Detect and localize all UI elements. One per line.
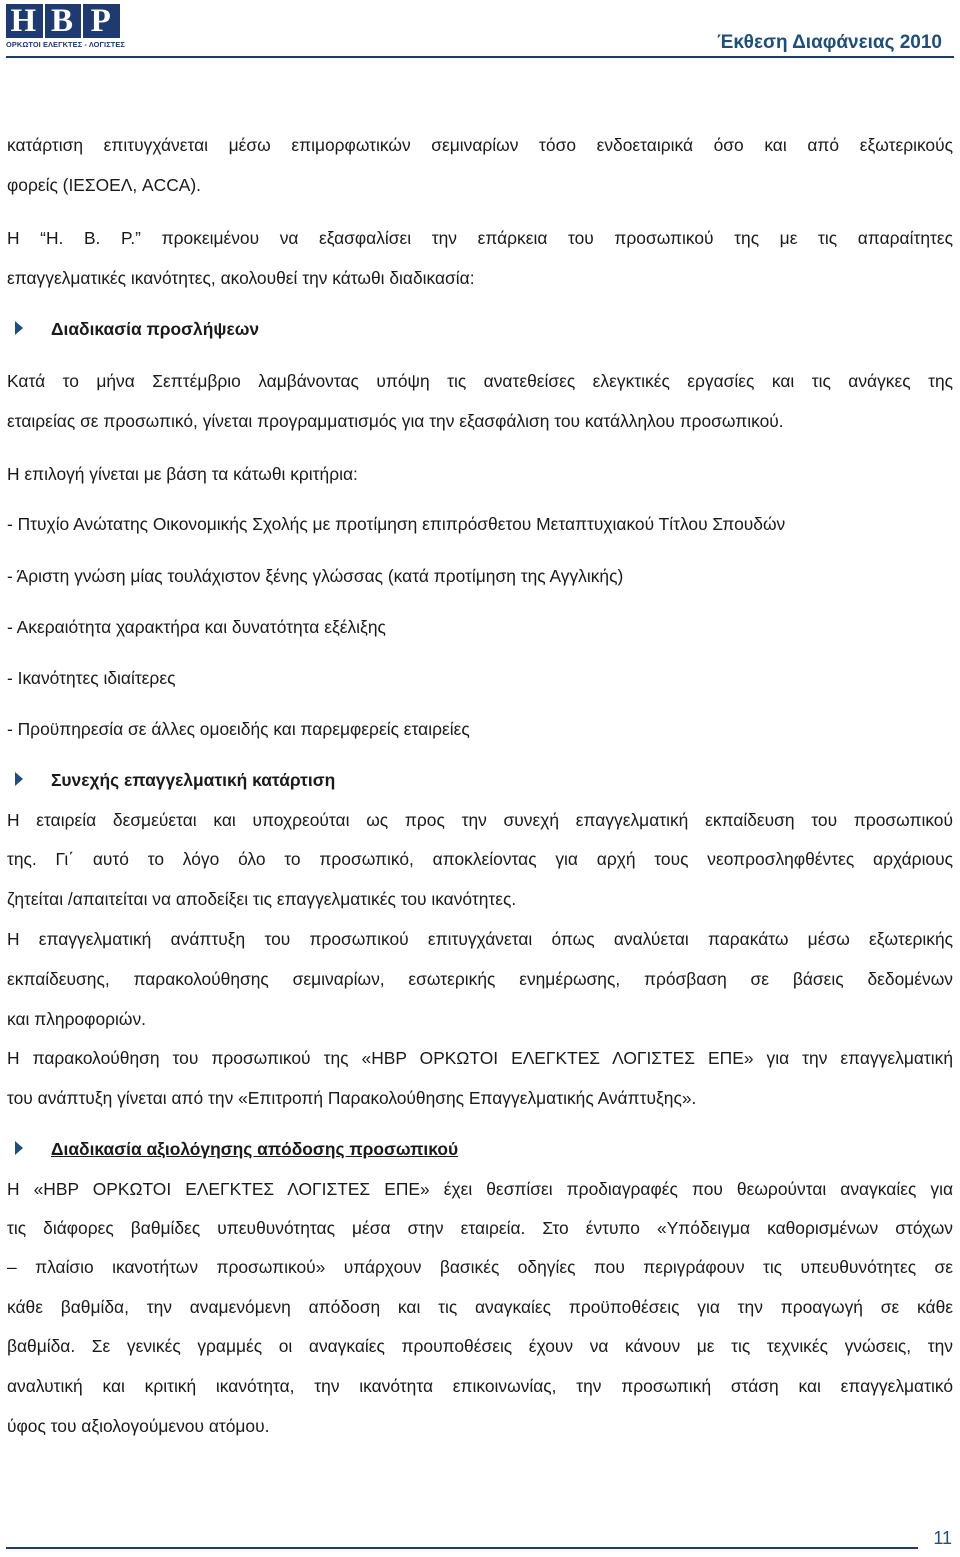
logo-letter-b: B (45, 4, 84, 38)
paragraph-line: Κατά το μήνα Σεπτέμβριο λαμβάνοντας υπόψη τις ανατεθείσες ελεγκτικές εργασίες και τις ανάγκες της (7, 371, 953, 391)
criteria-item: - Πτυχίο Ανώτατης Οικονομικής Σχολής με προτίμηση επιπρόσθετου Μεταπτυχιακού Τίτλου Σπουδών (7, 514, 786, 534)
paragraph-line: φορείς (ΙΕΣΟΕΛ, ACCA). (7, 175, 201, 195)
logo-letter-h: H (6, 4, 45, 38)
triangle-bullet-icon (15, 772, 23, 786)
section-heading-evaluation (7, 1129, 953, 1169)
paragraph-line: αναλυτική και κριτική ικανότητα, την ικανότητα επικοινωνίας, την προσωπική στάση και επαγγελματικό (7, 1376, 953, 1396)
paragraph-line: Η επαγγελματική ανάπτυξη του προσωπικού επιτυγχάνεται όπως αναλύεται παρακάτω μέσω εξωτερικής (7, 929, 953, 949)
triangle-bullet-icon (15, 1141, 23, 1155)
report-title: Έκθεση Διαφάνειας 2010 (717, 32, 942, 53)
paragraph-line: ύφος του αξιολογούμενου ατόμου. (7, 1416, 270, 1436)
section-heading-text: Συνεχής επαγγελματική κατάρτιση (51, 770, 336, 790)
paragraph-line: – πλαίσιο ικανοτήτων προσωπικού» υπάρχουν βασικές οδηγίες που περιγράφουν τις υπευθυνότητες σε (7, 1257, 953, 1277)
paragraph-line: και πληροφοριών. (7, 1009, 146, 1029)
header-divider (6, 56, 954, 58)
paragraph-line: Η εταιρεία δεσμεύεται και υποχρεούται ως προς την συνεχή επαγγελματική εκπαίδευση του προσωπικού (7, 810, 953, 830)
paragraph-line: κάθε βαθμίδα, την αναμενόμενη απόδοση και τις αναγκαίες προϋποθέσεις για την προαγωγή σε κάθε (7, 1297, 953, 1317)
paragraph-line: κατάρτιση επιτυγχάνεται μέσω επιμορφωτικών σεμιναρίων τόσο ενδοεταιρικά όσο και από εξωτερικούς (7, 135, 953, 155)
triangle-bullet-icon (15, 321, 23, 335)
logo-letter-p: P (90, 3, 113, 39)
criteria-intro: Η επιλογή γίνεται με βάση τα κάτωθι κριτήρια: (7, 464, 358, 484)
paragraph-line: τις διάφορες βαθμίδες υπευθυνότητας μέσα στην εταιρεία. Στο έντυπο «Υπόδειγμα καθορισμένων στόχων (7, 1218, 953, 1238)
paragraph-line: της. Γι΄ αυτό το λόγο όλο το προσωπικό, αποκλείοντας για αρχή τους νεοπροσληφθέντες αρχάριους (7, 849, 953, 869)
paragraph-line: ζητείται /απαιτείται να αποδείξει τις επαγγελματικές του ικανότητες. (7, 889, 517, 909)
criteria-item: - Προϋπηρεσία σε άλλες ομοειδής και παρεμφερείς εταιρείες (7, 719, 470, 739)
section-heading-recruitment (7, 309, 953, 349)
logo-subtitle: ΟΡΚΩΤΟΙ ΕΛΕΓΚΤΕΣ - ΛΟΓΙΣΤΕΣ (6, 40, 125, 49)
page-number: 11 (933, 1528, 952, 1548)
paragraph-line: του ανάπτυξη γίνεται από την «Επιτροπή Παρακολούθησης Επαγγελματικής Ανάπτυξης». (7, 1088, 697, 1108)
criteria-item: - Ικανότητες ιδιαίτερες (7, 668, 176, 688)
section-heading-text: Διαδικασία προσλήψεων (51, 319, 260, 339)
paragraph-line: Η “Η. Β. Ρ.” προκειμένου να εξασφαλίσει την επάρκεια του προσωπικού της με τις απαραίτητες (7, 228, 953, 248)
section-heading-text: Διαδικασία αξιολόγησης απόδοσης προσωπικού (51, 1139, 459, 1159)
criteria-item: - Άριστη γνώση μίας τουλάχιστον ξένης γλώσσας (κατά προτίμηση της Αγγλικής) (7, 566, 624, 586)
criteria-item: - Ακεραιότητα χαρακτήρα και δυνατότητα εξέλιξης (7, 617, 386, 637)
logo-letters (6, 4, 120, 38)
paragraph-line: εταιρείας σε προσωπικό, γίνεται προγραμματισμός για την εξασφάλιση του κατάλληλου προσωπικού. (7, 411, 784, 431)
paragraph-line: επαγγελματικές ικανότητες, ακολουθεί την κάτωθι διαδικασία: (7, 268, 475, 288)
paragraph-line: βαθμίδα. Σε γενικές γραμμές οι αναγκαίες προυποθέσεις έχουν να κάνουν με τις τεχνικές γνώσεις, την (7, 1336, 953, 1356)
section-heading-training (7, 760, 953, 800)
company-logo (6, 3, 125, 49)
footer-divider (6, 1547, 918, 1549)
paragraph-line: εκπαίδευσης, παρακολούθησης σεμιναρίων, εσωτερικής ενημέρωσης, πρόσβαση σε βάσεις δεδομένων (7, 969, 953, 989)
paragraph-line: Η «HBP ΟΡΚΩΤΟΙ ΕΛΕΓΚΤΕΣ ΛΟΓΙΣΤΕΣ ΕΠΕ» έχει θεσπίσει προδιαγραφές που θεωρούνται αναγκαίες για (7, 1179, 953, 1199)
paragraph-line: Η παρακολούθηση του προσωπικού της «HBP ΟΡΚΩΤΟΙ ΕΛΕΓΚΤΕΣ ΛΟΓΙΣΤΕΣ ΕΠΕ» για την επαγγελματική (7, 1048, 953, 1068)
